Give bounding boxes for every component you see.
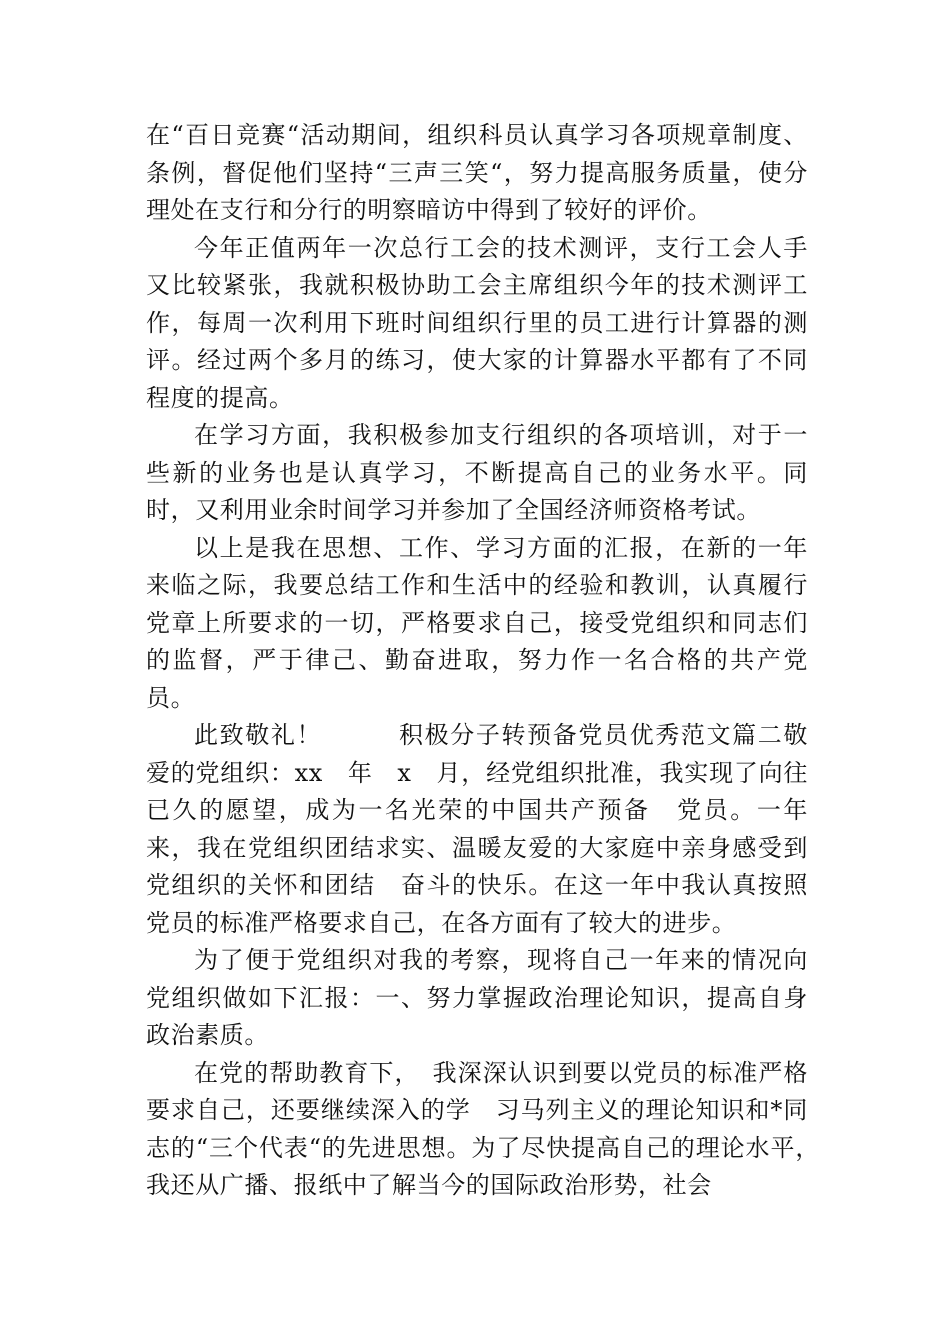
paragraph-6: 为了便于党组织对我的考察，现将自己一年来的情况向党组织做如下汇报：一、努力掌握政治理论知识，提高自身政治素质。 <box>146 946 808 1049</box>
paragraph-4: 以上是我在思想、工作、学习方面的汇报，在新的一年来临之际，我要总结工作和生活中的经验和教训，认真履行党章上所要求的一切，严格要求自己，接受党组织和同志们的监督，严于律己、勤奋进取，努力作一名合格的共产党员。 <box>146 533 808 712</box>
document-body <box>146 117 833 1205</box>
paragraph-5: 此致敬礼！ 积极分子转预备党员优秀范文篇二敬爱的党组织：xx 年 x 月，经党组织批准，我实现了向往已久的愿望，成为一名光荣的中国共产预备 党员。一年来，我在党组织团结求实、温暖友爱的大家庭中亲身感受到党组织的关怀和团结 奋斗的快乐。在这一年中我认真按照党员的标准严格要求自己，在各方面有了较大的进步。 <box>146 721 808 937</box>
paragraph-7: 在党的帮助教育下， 我深深认识到要以党员的标准严格要求自己，还要继续深入的学 习马列主义的理论知识和*同志的“三个代表“的先进思想。为了尽快提高自己的理论水平， 我还从广播、报纸中了解当今的国际政治形势，社会 <box>146 1058 833 1199</box>
paragraph-2: 今年正值两年一次总行工会的技术测评，支行工会人手又比较紧张，我就积极协助工会主席组织今年的技术测评工作，每周一次利用下班时间组织行里的员工进行计算器的测评。经过两个多月的练习，使大家的计算器水平都有了不同程度的提高。 <box>146 233 808 412</box>
paragraph-1: 在“百日竞赛“活动期间，组织科员认真学习各项规章制度、条例，督促他们坚持“三声三笑“，努力提高服务质量，使分理处在支行和分行的明察暗访中得到了较好的评价。 <box>146 121 808 224</box>
paragraph-3: 在学习方面，我积极参加支行组织的各项培训，对于一些新的业务也是认真学习，不断提高自己的业务水平。同时，又利用业余时间学习并参加了全国经济师资格考试。 <box>146 421 808 524</box>
